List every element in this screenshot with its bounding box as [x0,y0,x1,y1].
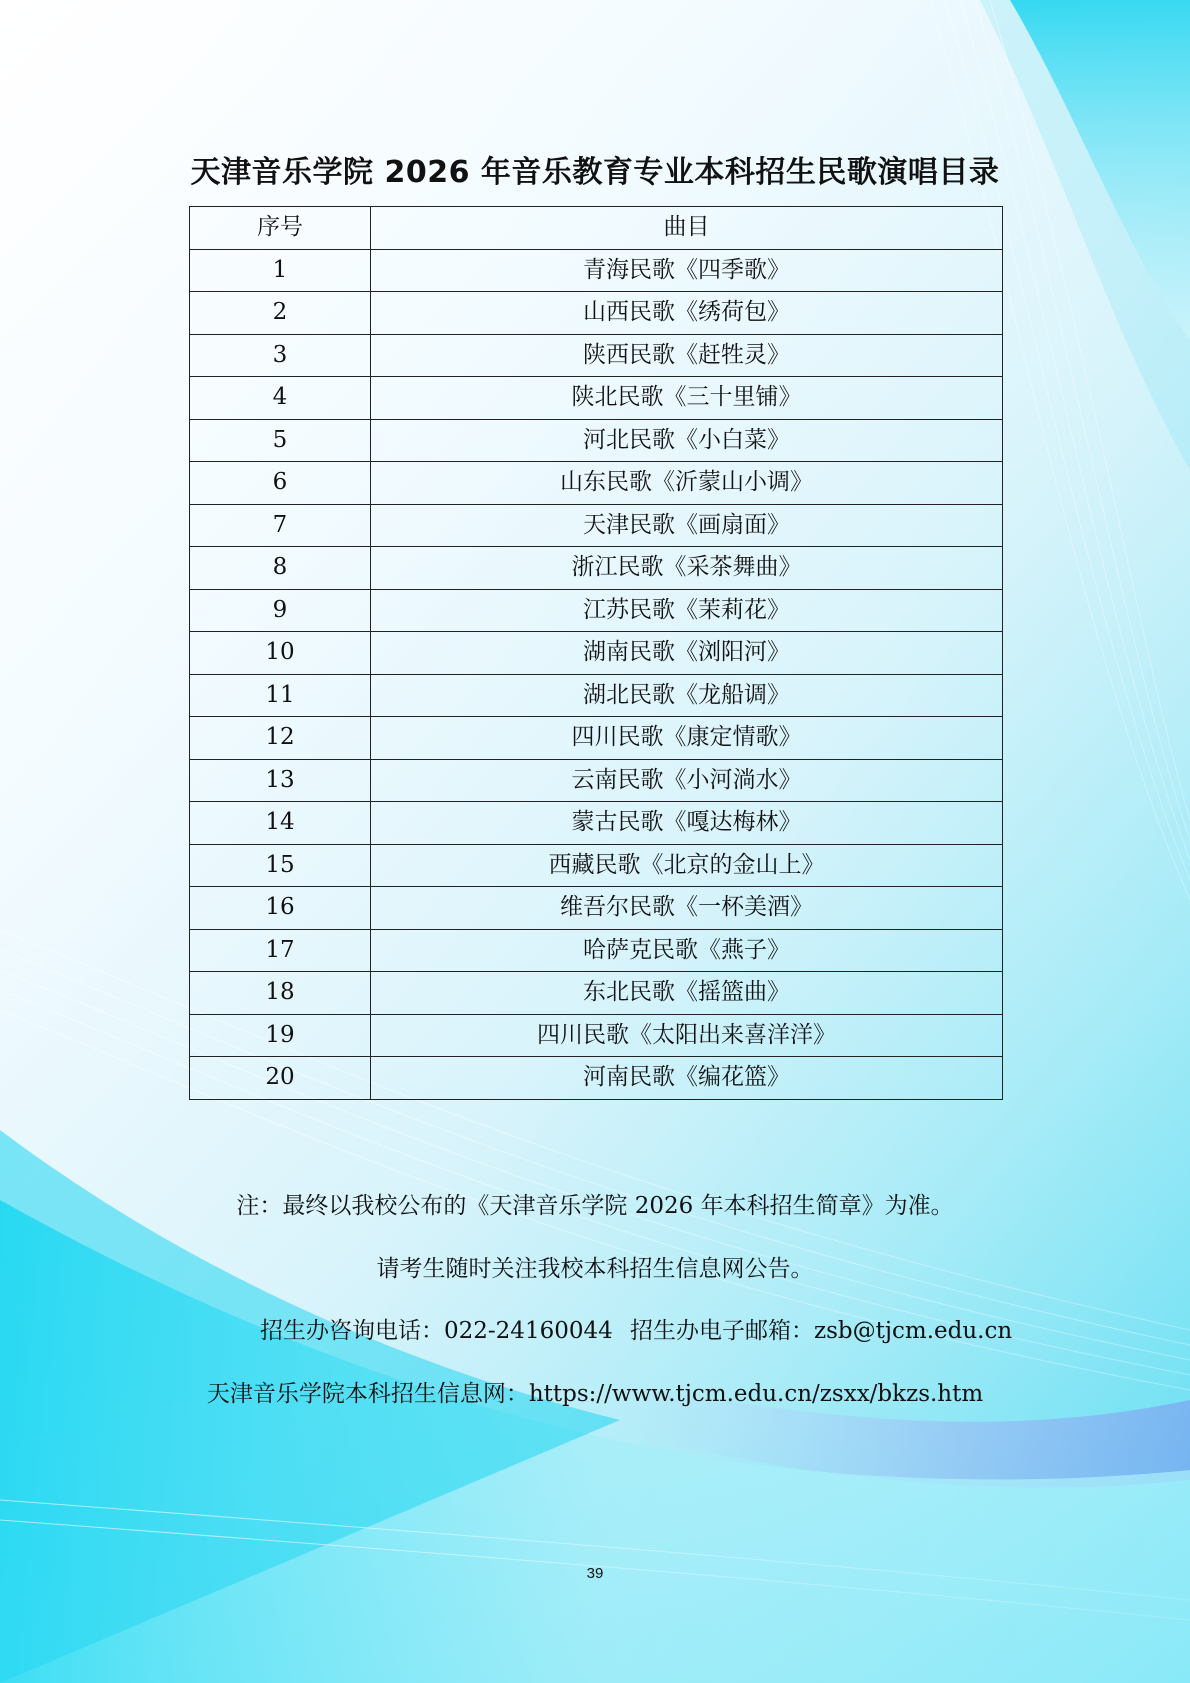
table-row [190,802,1003,845]
table-row [190,632,1003,675]
row-number: 8 [190,547,371,590]
document-title: 天津音乐学院 2026 年音乐教育专业本科招生民歌演唱目录 [190,155,1000,190]
row-number: 12 [190,717,371,760]
row-song: 江苏民歌《茉莉花》 [371,589,1003,632]
row-song: 四川民歌《康定情歌》 [371,717,1003,760]
table-row [190,887,1003,930]
table-row [190,972,1003,1015]
contact-email: 招生办电子邮箱：zsb@tjcm.edu.cn [630,1318,1013,1344]
row-song: 河南民歌《编花篮》 [371,1057,1003,1100]
table-row [190,334,1003,377]
table-row [190,419,1003,462]
row-number: 10 [190,632,371,675]
row-song: 陕西民歌《赶牲灵》 [371,334,1003,377]
row-song: 山东民歌《沂蒙山小调》 [371,462,1003,505]
contact-phone: 招生办咨询电话：022-24160044 [260,1318,613,1344]
row-number: 9 [190,589,371,632]
row-number: 16 [190,887,371,930]
row-number: 7 [190,504,371,547]
row-number: 6 [190,462,371,505]
admission-website: 天津音乐学院本科招生信息网：https://www.tjcm.edu.cn/zsxx/bkzs.htm [206,1381,984,1407]
header-number: 序号 [190,207,371,250]
table-row [190,1057,1003,1100]
table-header-row [190,207,1003,250]
row-number: 4 [190,377,371,420]
row-number: 3 [190,334,371,377]
table-row [190,547,1003,590]
page-number: 39 [586,1565,604,1582]
row-song: 维吾尔民歌《一杯美酒》 [371,887,1003,930]
table-row [190,462,1003,505]
note-follow-announcements: 请考生随时关注我校本科招生信息网公告。 [376,1256,814,1282]
row-number: 19 [190,1014,371,1057]
row-song: 西藏民歌《北京的金山上》 [371,844,1003,887]
table-row [190,1014,1003,1057]
row-song: 陕北民歌《三十里铺》 [371,377,1003,420]
note-admission-brochure: 注：最终以我校公布的《天津音乐学院 2026 年本科招生简章》为准。 [236,1193,954,1219]
row-song: 河北民歌《小白菜》 [371,419,1003,462]
header-song: 曲目 [371,207,1003,250]
row-song: 哈萨克民歌《燕子》 [371,929,1003,972]
row-number: 1 [190,249,371,292]
table-row [190,674,1003,717]
row-number: 5 [190,419,371,462]
row-song: 云南民歌《小河淌水》 [371,759,1003,802]
table-row [190,717,1003,760]
row-song: 湖南民歌《浏阳河》 [371,632,1003,675]
table-row [190,844,1003,887]
table-row [190,249,1003,292]
row-number: 20 [190,1057,371,1100]
row-number: 15 [190,844,371,887]
row-song: 青海民歌《四季歌》 [371,249,1003,292]
table-row [190,589,1003,632]
row-song: 蒙古民歌《嘎达梅林》 [371,802,1003,845]
row-number: 2 [190,292,371,335]
row-song: 东北民歌《摇篮曲》 [371,972,1003,1015]
row-number: 11 [190,674,371,717]
table-row [190,292,1003,335]
table-row [190,759,1003,802]
row-number: 13 [190,759,371,802]
row-number: 17 [190,929,371,972]
row-number: 18 [190,972,371,1015]
row-song: 四川民歌《太阳出来喜洋洋》 [371,1014,1003,1057]
row-song: 湖北民歌《龙船调》 [371,674,1003,717]
row-song: 浙江民歌《采茶舞曲》 [371,547,1003,590]
song-list-table [189,206,1003,1100]
table-row [190,929,1003,972]
row-number: 14 [190,802,371,845]
table-row [190,504,1003,547]
table-row [190,377,1003,420]
row-song: 山西民歌《绣荷包》 [371,292,1003,335]
row-song: 天津民歌《画扇面》 [371,504,1003,547]
